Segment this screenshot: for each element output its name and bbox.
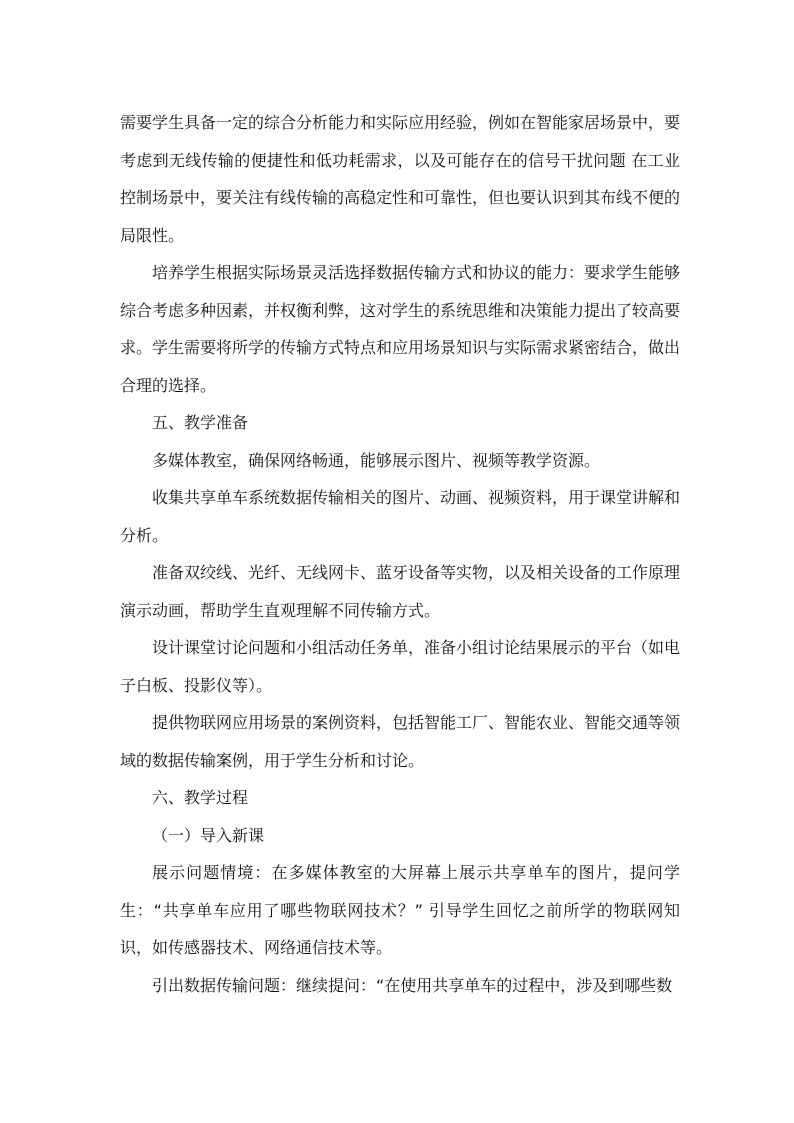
paragraph-problem-situation: 展示问题情境：在多媒体教室的大屏幕上展示共享单车的图片，提问学生：“共享单车应用了哪些物联网技术？” 引导学生回忆之前所学的物联网知识，如传感器技术、网络通信技术等。 [120,863,680,957]
paragraph-case-materials: 提供物联网应用场景的案例资料，包括智能工厂、智能农业、智能交通等领域的数据传输案例，用于学生分析和讨论。 [120,713,681,770]
section-heading-teaching-process: 六、教学过程 [152,788,249,807]
section-heading-teaching-preparation: 五、教学准备 [152,413,249,432]
paragraph-scenario-analysis: 需要学生具备一定的综合分析能力和实际应用经验，例如在智能家居场景中，要考虑到无线传输的便捷性和低功耗需求，以及可能存在的信号干扰问题 在工业控制场景中，要关注有线传输的高稳定性和可靠性，但也要认识到其布线不便的局限性。 [120,113,681,245]
paragraph-collect-materials: 收集共享单车系统数据传输相关的图片、动画、视频资料，用于课堂讲解和分析。 [120,488,681,545]
document-body [120,104,680,1004]
paragraph-data-transmission-question: 引出数据传输问题：继续提问：“在使用共享单车的过程中，涉及到哪些数 [152,975,673,995]
paragraph-design-discussion: 设计课堂讨论问题和小组活动任务单，准备小组讨论结果展示的平台（如电子白板、投影仪等）。 [120,638,681,695]
paragraph-multimedia-classroom: 多媒体教室，确保网络畅通，能够展示图片、视频等教学资源。 [152,450,601,470]
paragraph-prepare-devices: 准备双绞线、光纤、无线网卡、蓝牙设备等实物，以及相关设备的工作原理演示动画，帮助学生直观理解不同传输方式。 [120,563,681,620]
subsection-heading-introduction: （一）导入新课 [152,825,265,845]
paragraph-ability-training: 培养学生根据实际场景灵活选择数据传输方式和协议的能力：要求学生能够综合考虑多种因素，并权衡利弊，这对学生的系统思维和决策能力提出了较高要求。学生需要将所学的传输方式特点和应用场景知识与实际需求紧密结合，做出合理的选择。 [120,263,681,395]
